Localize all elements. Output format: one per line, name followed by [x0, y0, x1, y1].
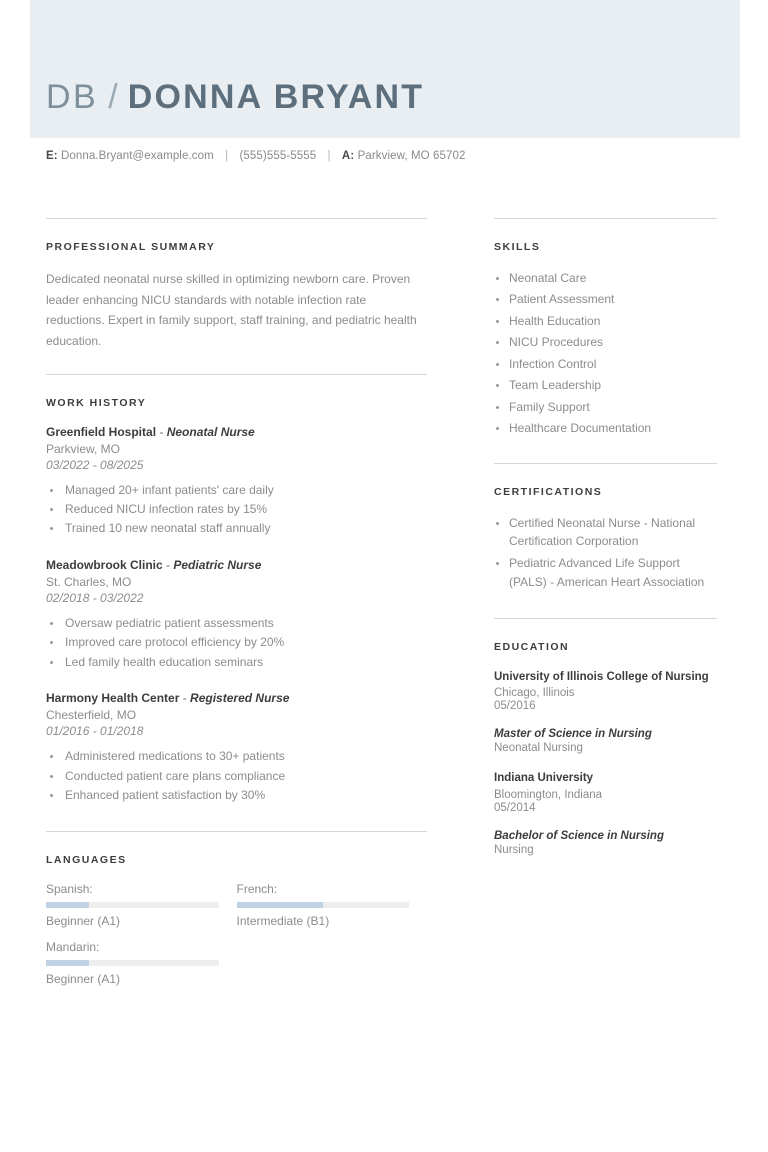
section-divider: [494, 218, 717, 219]
section-title-certifications: CERTIFICATIONS: [494, 485, 603, 498]
job-dates: 02/2018 - 03/2022: [46, 590, 144, 605]
section-certifications: [494, 463, 717, 593]
skill-item: Family Support: [494, 398, 717, 417]
language-name: French:: [236, 882, 278, 897]
language-proficiency-fill: [46, 960, 89, 966]
skill-item: Infection Control: [494, 355, 717, 374]
skill-item: Healthcare Documentation: [494, 419, 717, 438]
education-degree: Bachelor of Science in Nursing: [494, 829, 664, 842]
left-column: [46, 218, 427, 998]
job-bullet-list: [46, 747, 427, 805]
job-company: Meadowbrook Clinic: [46, 557, 163, 572]
education-location: Bloomington, Indiana: [494, 788, 603, 801]
language-proficiency-bar: [46, 902, 219, 908]
initials-monogram: DB: [46, 78, 99, 116]
language-name: Spanish:: [46, 882, 93, 897]
contact-separator-2: |: [327, 150, 331, 162]
skill-item: NICU Procedures: [494, 333, 717, 352]
work-history-entry: [46, 558, 427, 672]
email-value[interactable]: Donna.Bryant@example.com: [61, 150, 214, 162]
job-location: Parkview, MO: [46, 441, 121, 456]
job-bullet: Conducted patient care plans compliance: [46, 767, 427, 786]
phone-value[interactable]: (555)555-5555: [239, 150, 317, 162]
summary-text: Dedicated neonatal nurse skilled in optimizing newborn care. Proven leader enhancing NICU standards with notable infection rate reductions. Expert in family support, staff training, and pediatric health education.: [46, 272, 417, 348]
language-proficiency-fill: [237, 902, 323, 908]
job-location: Chesterfield, MO: [46, 708, 137, 723]
certifications-list: [494, 514, 717, 593]
education-list: [494, 669, 717, 855]
resume-name-heading: [46, 80, 424, 114]
contact-line: [46, 150, 465, 162]
job-bullet: Oversaw pediatric patient assessments: [46, 614, 427, 633]
contact-separator-1: |: [225, 150, 229, 162]
education-degree-entry: [494, 728, 717, 754]
job-title: Neonatal Nurse: [166, 424, 255, 439]
job-company: Greenfield Hospital: [46, 424, 157, 439]
section-skills: [494, 218, 717, 439]
education-degree-entry: [494, 830, 717, 856]
work-history-entry: [46, 425, 427, 539]
header-banner: [30, 0, 740, 138]
skills-list: [494, 269, 717, 439]
skill-item: Team Leadership: [494, 376, 717, 395]
work-history-entry: [46, 691, 427, 805]
job-bullet: Trained 10 new neonatal staff annually: [46, 519, 427, 538]
education-field: Neonatal Nursing: [494, 742, 583, 755]
email-label: E:: [46, 150, 58, 162]
job-bullet: Reduced NICU infection rates by 15%: [46, 500, 427, 519]
section-title-education: EDUCATION: [494, 641, 570, 654]
address-label: A:: [341, 150, 355, 162]
section-divider: [494, 463, 717, 464]
skill-item: Neonatal Care: [494, 269, 717, 288]
language-level: Beginner (A1): [46, 972, 121, 987]
education-entry: [494, 669, 717, 712]
education-school: University of Illinois College of Nursing: [494, 671, 709, 684]
job-bullet: Led family health education seminars: [46, 653, 427, 672]
job-bullet-list: [46, 614, 427, 672]
education-field: Nursing: [494, 843, 534, 856]
language-proficiency-bar: [46, 960, 219, 966]
language-item: [46, 940, 237, 986]
section-divider: [46, 218, 427, 219]
skill-item: Patient Assessment: [494, 290, 717, 309]
job-dash: -: [162, 557, 174, 572]
section-divider: [46, 374, 427, 375]
section-title-work-history: WORK HISTORY: [46, 396, 147, 409]
section-title-languages: LANGUAGES: [46, 854, 127, 867]
education-degree: Master of Science in Nursing: [494, 728, 652, 741]
language-proficiency-fill: [46, 902, 89, 908]
job-bullet: Enhanced patient satisfaction by 30%: [46, 786, 427, 805]
education-date: 05/2014: [494, 801, 536, 814]
certification-item: Certified Neonatal Nurse - National Certification Corporation: [494, 514, 717, 552]
job-dates: 01/2016 - 01/2018: [46, 724, 144, 739]
job-location: St. Charles, MO: [46, 574, 132, 589]
job-dash: -: [156, 424, 167, 439]
section-work-history: [46, 374, 427, 806]
language-item: [46, 882, 237, 928]
language-proficiency-bar: [237, 902, 410, 908]
languages-list: [46, 882, 427, 998]
section-divider: [46, 831, 427, 832]
skill-item: Health Education: [494, 312, 717, 331]
language-level: Beginner (A1): [46, 914, 121, 929]
job-dash: -: [179, 691, 191, 706]
address-value: Parkview, MO 65702: [357, 150, 466, 162]
section-title-skills: SKILLS: [494, 241, 541, 253]
language-item: [237, 882, 428, 928]
work-history-list: [46, 425, 427, 806]
section-languages: [46, 831, 427, 998]
job-company: Harmony Health Center: [46, 691, 180, 706]
job-heading: [46, 425, 427, 439]
job-bullet: Managed 20+ infant patients' care daily: [46, 481, 427, 500]
job-heading: [46, 691, 427, 705]
language-name: Mandarin:: [46, 940, 100, 955]
section-title-summary: PROFESSIONAL SUMMARY: [46, 241, 216, 253]
job-bullet-list: [46, 481, 427, 539]
certification-item: Pediatric Advanced Life Support (PALS) - American Heart Association: [494, 554, 717, 592]
section-education: [494, 618, 717, 855]
language-level: Intermediate (B1): [236, 914, 330, 929]
job-title: Pediatric Nurse: [173, 557, 262, 572]
education-school: Indiana University: [494, 772, 594, 785]
education-date: 05/2016: [494, 700, 536, 713]
right-column: [494, 218, 717, 872]
job-heading: [46, 558, 427, 572]
section-professional-summary: [46, 218, 427, 352]
job-dates: 03/2022 - 08/2025: [46, 457, 144, 472]
job-bullet: Administered medications to 30+ patients: [46, 747, 427, 766]
name-separator: /: [108, 78, 118, 116]
education-entry: [494, 770, 717, 813]
job-bullet: Improved care protocol efficiency by 20%: [46, 633, 427, 652]
education-location: Chicago, Illinois: [494, 687, 575, 700]
full-name: DONNA BRYANT: [127, 78, 425, 116]
job-title: Registered Nurse: [190, 691, 290, 706]
section-divider: [494, 618, 717, 619]
